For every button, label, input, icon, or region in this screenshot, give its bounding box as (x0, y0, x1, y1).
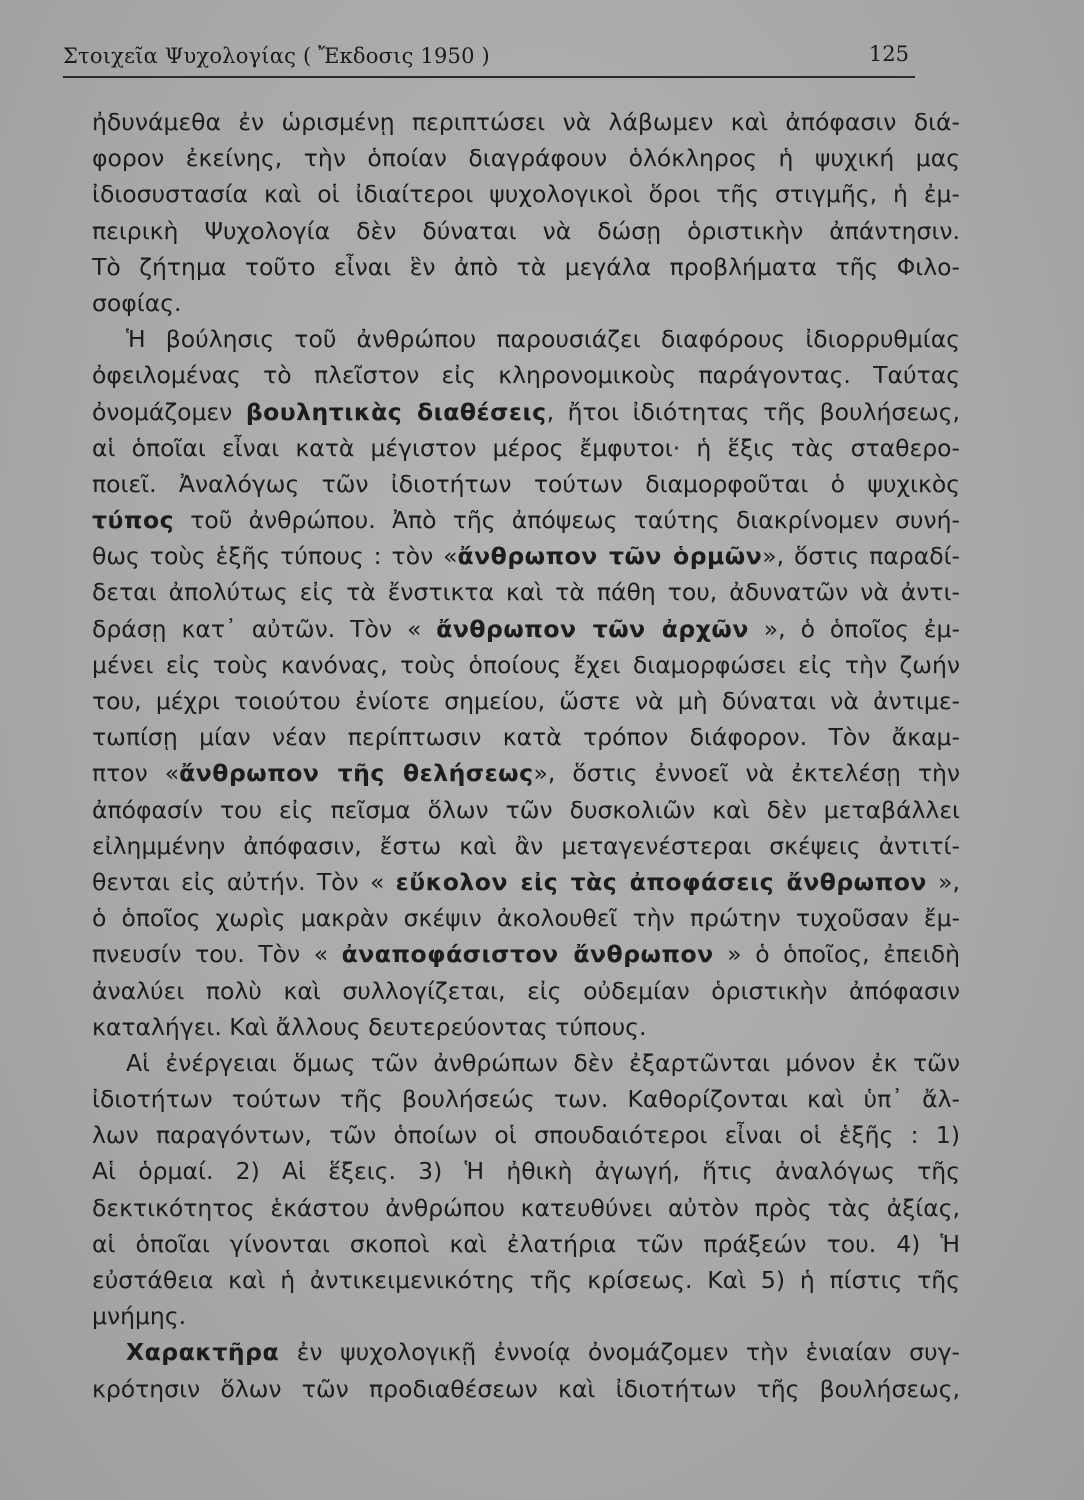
text-segment: κρότησιν ὅλων τῶν προδιαθέσεων καὶ ἰδιοτήτων τῆς βουλήσεως, (92, 1374, 960, 1403)
text-segment: μένει εἰς τοὺς κανόνας, τοὺς ὁποίους ἔχει διαμορφώσει εἰς τὴν ζωήν (92, 650, 960, 679)
text-line (92, 1334, 960, 1370)
text-line (92, 864, 960, 900)
text-line (92, 683, 960, 719)
text-segment: , ἤτοι ἰδιότητας τῆς βουλήσεως, (546, 397, 960, 426)
text-line (92, 973, 960, 1009)
text-segment: Ἡ βούλησις τοῦ ἀνθρώπου παρουσιάζει διαφόρους ἰδιορρυθμίας (126, 325, 960, 354)
text-segment: ἀναλύει πολὺ καὶ συλλογίζεται, εἰς οὐδεμίαν ὁριστικὴν ἀπόφασιν (92, 976, 960, 1005)
text-line (92, 430, 960, 466)
text-line (92, 719, 960, 755)
text-line (92, 394, 960, 430)
text-line (92, 1298, 960, 1334)
text-segment: θενται εἰς αὐτήν. Τὸν « (92, 867, 396, 896)
bold-term: εὔκολον εἰς τὰς ἀποφάσεις ἄνθρωπον (395, 867, 927, 896)
text-segment: Αἱ ἐνέργειαι ὅμως τῶν ἀνθρώπων δὲν ἐξαρτῶνται μόνον ἐκ τῶν (126, 1048, 960, 1077)
text-line (92, 357, 960, 393)
text-segment: σοφίας. (92, 288, 182, 317)
text-segment: αἱ ὁποῖαι γίνονται σκοποὶ καὶ ἐλατήρια τῶν πράξεών του. 4) Ἡ (92, 1229, 960, 1258)
text-segment: αἱ ὁποῖαι εἶναι κατὰ μέγιστον μέρος ἔμφυτοι· ἡ ἕξις τὰς σταθερο- (92, 433, 960, 462)
text-line (92, 538, 960, 574)
text-line (92, 466, 960, 502)
text-line (92, 574, 960, 610)
text-line (92, 1226, 960, 1262)
text-segment: ἰδιοτήτων τούτων τῆς βουλήσεώς των. Καθορίζονται καὶ ὑπ᾽ ἄλ- (92, 1085, 960, 1114)
text-segment: », (926, 867, 960, 896)
text-line (92, 900, 960, 936)
text-segment: μνήμης. (92, 1302, 187, 1331)
text-line (92, 828, 960, 864)
text-segment: Αἱ ὁρμαί. 2) Αἱ ἕξεις. 3) Ἡ ἠθικὴ ἀγωγή, ἥτις ἀναλόγως τῆς (92, 1157, 960, 1186)
text-segment: », ὅστις παραδί- (762, 542, 960, 571)
text-segment: ἠδυνάμεθα ἐν ὡρισμένῃ περιπτώσει νὰ λάβωμεν καὶ ἀπόφασιν διά- (92, 108, 960, 136)
bold-term: βουλητικὰς διαθέσεις (245, 397, 547, 426)
body-text (92, 104, 960, 1407)
text-line (92, 936, 960, 972)
text-segment: πνευσίν του. Τὸν « (92, 940, 342, 969)
text-segment: δεται ἀπολύτως εἰς τὰ ἔνστικτα καὶ τὰ πάθη του, ἀδυνατῶν νὰ ἀντι- (92, 578, 960, 607)
text-segment: δράσῃ κατ᾽ αὐτῶν. Τὸν « (92, 614, 437, 643)
text-segment: φορον ἐκείνης, τὴν ὁποίαν διαγράφουν ὁλόκληρος ἡ ψυχική μας (92, 144, 960, 173)
book-title: Στοιχεῖα Ψυχολογίας ( Ἔκδοσις 1950 ) (63, 44, 490, 68)
text-line (92, 140, 960, 176)
text-line (92, 755, 960, 791)
text-line (92, 249, 960, 285)
text-line (92, 1262, 960, 1298)
text-segment: πτον « (92, 759, 180, 788)
text-line (92, 1153, 960, 1189)
text-line (92, 321, 960, 357)
text-line (92, 502, 960, 538)
text-segment: ἀπόφασίν του εἰς πεῖσμα ὅλων τῶν δυσκολιῶν καὶ δὲν μεταβάλλει (92, 795, 960, 824)
text-segment: ὀφειλομένας τὸ πλεῖστον εἰς κληρονομικοὺς παράγοντας. Ταύτας (92, 361, 960, 390)
text-line (92, 1009, 960, 1045)
text-segment: ἐν ψυχολογικῇ ἐννοίᾳ ὀνομάζομεν τὴν ἑνιαίαν συγ- (279, 1338, 960, 1367)
text-segment: » ὁ ὁποῖος, ἐπειδὴ (713, 940, 960, 969)
text-line (92, 176, 960, 212)
text-segment: εὐστάθεια καὶ ἡ ἀντικειμενικότης τῆς κρίσεως. Καὶ 5) ἡ πίστις τῆς (92, 1266, 960, 1294)
bold-term: Χαρακτῆρα (126, 1338, 280, 1367)
text-segment: ὀνομάζομεν (92, 397, 246, 426)
text-line (92, 285, 960, 321)
text-segment: καταλήγει. Καὶ ἄλλους δευτερεύοντας τύπους. (92, 1012, 647, 1041)
text-segment: Τὸ ζήτημα τοῦτο εἶναι ἓν ἀπὸ τὰ μεγάλα προβλήματα τῆς Φιλο- (92, 252, 960, 281)
text-line (92, 611, 960, 647)
text-line (92, 1081, 960, 1117)
text-segment: », ὁ ὁποῖος ἐμ- (748, 614, 960, 643)
text-line (92, 1371, 960, 1407)
text-segment: πειρικὴ Ψυχολογία δὲν δύναται νὰ δώσῃ ὁριστικὴν ἀπάντησιν. (92, 216, 960, 245)
text-segment: του, μέχρι τοιούτου ἐνίοτε σημείου, ὥστε νὰ μὴ δύναται νὰ ἀντιμε- (92, 687, 960, 715)
text-segment: δεκτικότητος ἑκάστου ἀνθρώπου κατευθύνει αὐτὸν πρὸς τὰς ἀξίας, (92, 1193, 960, 1222)
text-segment: », ὅστις ἐννοεῖ νὰ ἐκτελέσῃ τὴν (533, 759, 960, 788)
text-segment: λων παραγόντων, τῶν ὁποίων οἱ σπουδαιότεροι εἶναι οἱ ἑξῆς : 1) (92, 1121, 960, 1150)
text-line (92, 792, 960, 828)
text-line (92, 213, 960, 249)
bold-term: ἄνθρωπον τῶν ὁρμῶν (457, 542, 763, 571)
text-line (92, 1117, 960, 1153)
bold-term: ἄνθρωπον τῆς θελήσεως (179, 759, 534, 788)
bold-term: ἄνθρωπον τῶν ἀρχῶν (436, 614, 749, 643)
page-number: 125 (868, 42, 909, 66)
text-line (92, 1190, 960, 1226)
text-line (92, 647, 960, 683)
text-segment: ἰδιοσυστασία καὶ οἱ ἰδιαίτεροι ψυχολογικοὶ ὅροι τῆς στιγμῆς, ἡ ἐμ- (92, 180, 960, 209)
running-header (63, 40, 915, 78)
text-segment: εἰλημμένην ἀπόφασιν, ἔστω καὶ ἂν μεταγενέστεραι σκέψεις ἀντιτί- (92, 831, 960, 860)
text-segment: θως τοὺς ἑξῆς τύπους : τὸν « (92, 542, 458, 571)
bold-term: τύπος (92, 506, 175, 535)
text-segment: ὁ ὁποῖος χωρὶς μακρὰν σκέψιν ἀκολουθεῖ τὴν πρώτην τυχοῦσαν ἔμ- (92, 904, 960, 933)
text-segment: τωπίσῃ μίαν νέαν περίπτωσιν κατὰ τρόπον διάφορον. Τὸν ἄκαμ- (92, 723, 960, 752)
text-segment: τοῦ ἀνθρώπου. Ἀπὸ τῆς ἀπόψεως ταύτης διακρίνομεν συνή- (174, 506, 960, 535)
bold-term: ἀναποφάσιστον ἄνθρωπον (341, 940, 714, 969)
text-line (92, 104, 960, 140)
text-line (92, 1045, 960, 1081)
text-segment: ποιεῖ. Ἀναλόγως τῶν ἰδιοτήτων τούτων διαμορφοῦται ὁ ψυχικὸς (92, 469, 960, 498)
